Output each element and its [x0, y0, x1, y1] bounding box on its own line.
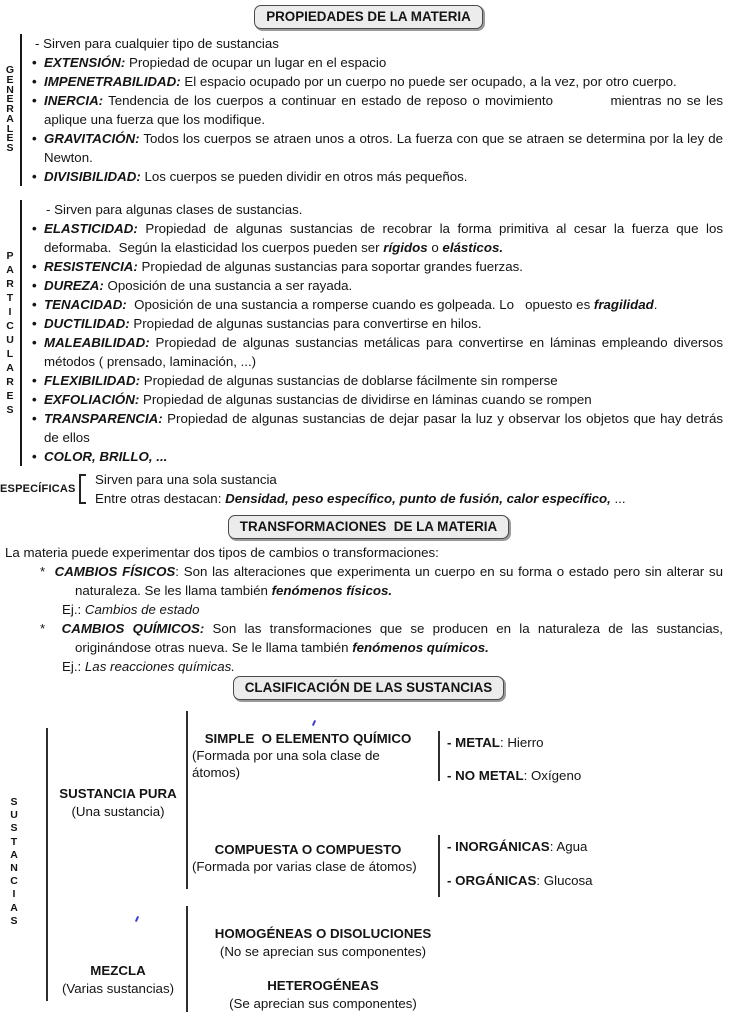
compuesta-examples-line [438, 835, 440, 897]
property-gravitacion: • GRAVITACIÓN: Todos los cuerpos se atraen unos a otros. La fuerza con que se atraen se determina por la ley de Newton. [30, 129, 723, 167]
cambios-quimicos: * CAMBIOS QUÍMICOS: Son las transformaciones que se producen en la naturaleza de las sustancias, originándose otras nueva. Se le llama también fenómenos químicos. [40, 621, 723, 655]
property-maleabilidad: • MALEABILIDAD: Propiedad de algunas sustancias metálicas para convertirse en láminas empleando diversos métodos ( prensado, laminación, ...) [30, 333, 723, 371]
heterogeneas-name: HETEROGÉNEAS [267, 978, 379, 993]
type-compuesta [192, 841, 424, 875]
compuesta-name: COMPUESTA O COMPUESTO [214, 842, 402, 857]
cambios-quimicos-ejemplo: Ej.: Las reacciones químicas. [62, 659, 235, 674]
homogeneas-subtitle: (No se aprecian sus componentes) [219, 944, 427, 959]
type-heterogeneas [190, 977, 456, 1013]
clasificacion-diagram [0, 701, 737, 1012]
title-row-clasificacion [0, 676, 737, 700]
blue-pen-mark [312, 720, 316, 726]
cambios-fisicos: * CAMBIOS FÍSICOS: Son las alteraciones que experimenta un cuerpo en su forma o estado pero sin alterar su naturaleza. Se les llama también fenómenos físicos. [40, 564, 723, 598]
particulares-intro: - Sirven para algunas clases de sustancias. [46, 202, 303, 217]
heterogeneas-subtitle: (Se aprecian sus componentes) [229, 996, 417, 1011]
property-exfoliacion: • EXFOLIACIÓN: Propiedad de algunas sustancias de dividirse en láminas cuando se rompen [30, 390, 723, 409]
section-particulares [0, 200, 737, 466]
property-color-brillo: • COLOR, BRILLO, ... [30, 447, 723, 466]
blue-pen-mark [135, 916, 139, 922]
property-impenetrabilidad: • IMPENETRABILIDAD: El espacio ocupado por un cuerpo no puede ser ocupado, a la vez, por otro cuerpo. [30, 72, 723, 91]
mezcla-bracket-line [186, 906, 188, 1012]
transformaciones-content [0, 543, 737, 676]
property-flexibilidad: • FLEXIBILIDAD: Propiedad de algunas sustancias de doblarse fácilmente sin romperse [30, 371, 723, 390]
property-resistencia: • RESISTENCIA: Propiedad de algunas sustancias para soportar grandes fuerzas. [30, 257, 723, 276]
generales-vertical-label: G E N E R A L E S [5, 64, 15, 154]
title-row-propiedades [0, 5, 737, 29]
title-row-transformaciones [0, 515, 737, 539]
property-extension: • EXTENSIÓN: Propiedad de ocupar un lugar en el espacio [30, 53, 723, 72]
example-inorganicas: - INORGÁNICAS: Agua [447, 839, 588, 854]
particulares-vertical-label: P A R T I C U L A R E S [6, 250, 14, 416]
simple-examples-line [438, 731, 440, 781]
property-ductilidad: • DUCTILIDAD: Propiedad de algunas sustancias para convertirse en hilos. [30, 314, 723, 333]
transformaciones-intro: La materia puede experimentar dos tipos de cambios o transformaciones: [5, 545, 439, 560]
homogeneas-name: HOMOGÉNEAS O DISOLUCIONES [214, 926, 432, 941]
title-box-propiedades: PROPIEDADES DE LA MATERIA [254, 5, 483, 29]
title-box-transformaciones: TRANSFORMACIONES DE LA MATERIA [228, 515, 509, 539]
group-sustancia-pura [48, 785, 188, 821]
property-elasticidad: • ELASTICIDAD: Propiedad de algunas sustancias de recobrar la forma primitiva al cesar la fuerza que los deformaba. Según la elasticidad los cuerpos pueden ser rígidos o elásticos. [30, 219, 723, 257]
generales-intro: - Sirven para cualquier tipo de sustancias [35, 36, 279, 51]
property-divisibilidad: • DIVISIBILIDAD: Los cuerpos se pueden dividir en otros más pequeños. [30, 167, 723, 186]
mezcla-subtitle: (Varias sustancias) [61, 981, 175, 996]
type-homogeneas [190, 925, 456, 961]
simple-name: SIMPLE O ELEMENTO QUÍMICO [204, 731, 412, 746]
section-especificas [0, 470, 737, 508]
property-tenacidad: • TENACIDAD: Oposición de una sustancia a romperse cuando es golpeada. Lo opuesto es fragilidad. [30, 295, 723, 314]
sustancia-pura-bracket-line [186, 711, 188, 889]
generales-content [22, 34, 723, 186]
sustancias-vertical-label: S U S T A N C I A S [10, 796, 18, 927]
property-transparencia: • TRANSPARENCIA: Propiedad de algunas sustancias de dejar pasar la luz y observar los objetos que hay detrás de ellos [30, 409, 723, 447]
group-mezcla [48, 962, 188, 998]
simple-subtitle: (Formada por una sola clase de átomos) [192, 748, 380, 780]
compuesta-subtitle: (Formada por varias clase de átomos) [192, 859, 417, 874]
example-no-metal: - NO METAL: Oxígeno [447, 768, 582, 783]
especificas-line-2: Entre otras destacan: Densidad, peso específico, punto de fusión, calor específico, ... [95, 491, 626, 506]
property-inercia: • INERCIA: Tendencia de los cuerpos a continuar en estado de reposo o movimiento mientras no se les aplique una fuerza que los modifique. [30, 91, 723, 129]
title-box-clasificacion: CLASIFICACIÓN DE LAS SUSTANCIAS [233, 676, 504, 700]
especificas-label: ESPECÍFICAS [0, 482, 76, 495]
especificas-content [95, 470, 737, 508]
example-metal: - METAL: Hierro [447, 735, 544, 750]
sustancia-pura-subtitle: (Una sustancia) [71, 804, 165, 819]
especificas-bracket [79, 474, 88, 504]
cambios-fisicos-ejemplo: Ej.: Cambios de estado [62, 602, 200, 617]
mezcla-name: MEZCLA [90, 963, 146, 978]
property-dureza: • DUREZA: Oposición de una sustancia a ser rayada. [30, 276, 723, 295]
especificas-line-1: Sirven para una sola sustancia [95, 472, 277, 487]
type-simple [192, 730, 424, 781]
section-generales [0, 34, 737, 186]
particulares-content [22, 200, 723, 466]
sustancias-bracket-line [46, 728, 48, 1001]
example-organicas: - ORGÁNICAS: Glucosa [447, 873, 593, 888]
sustancia-pura-name: SUSTANCIA PURA [59, 786, 177, 801]
